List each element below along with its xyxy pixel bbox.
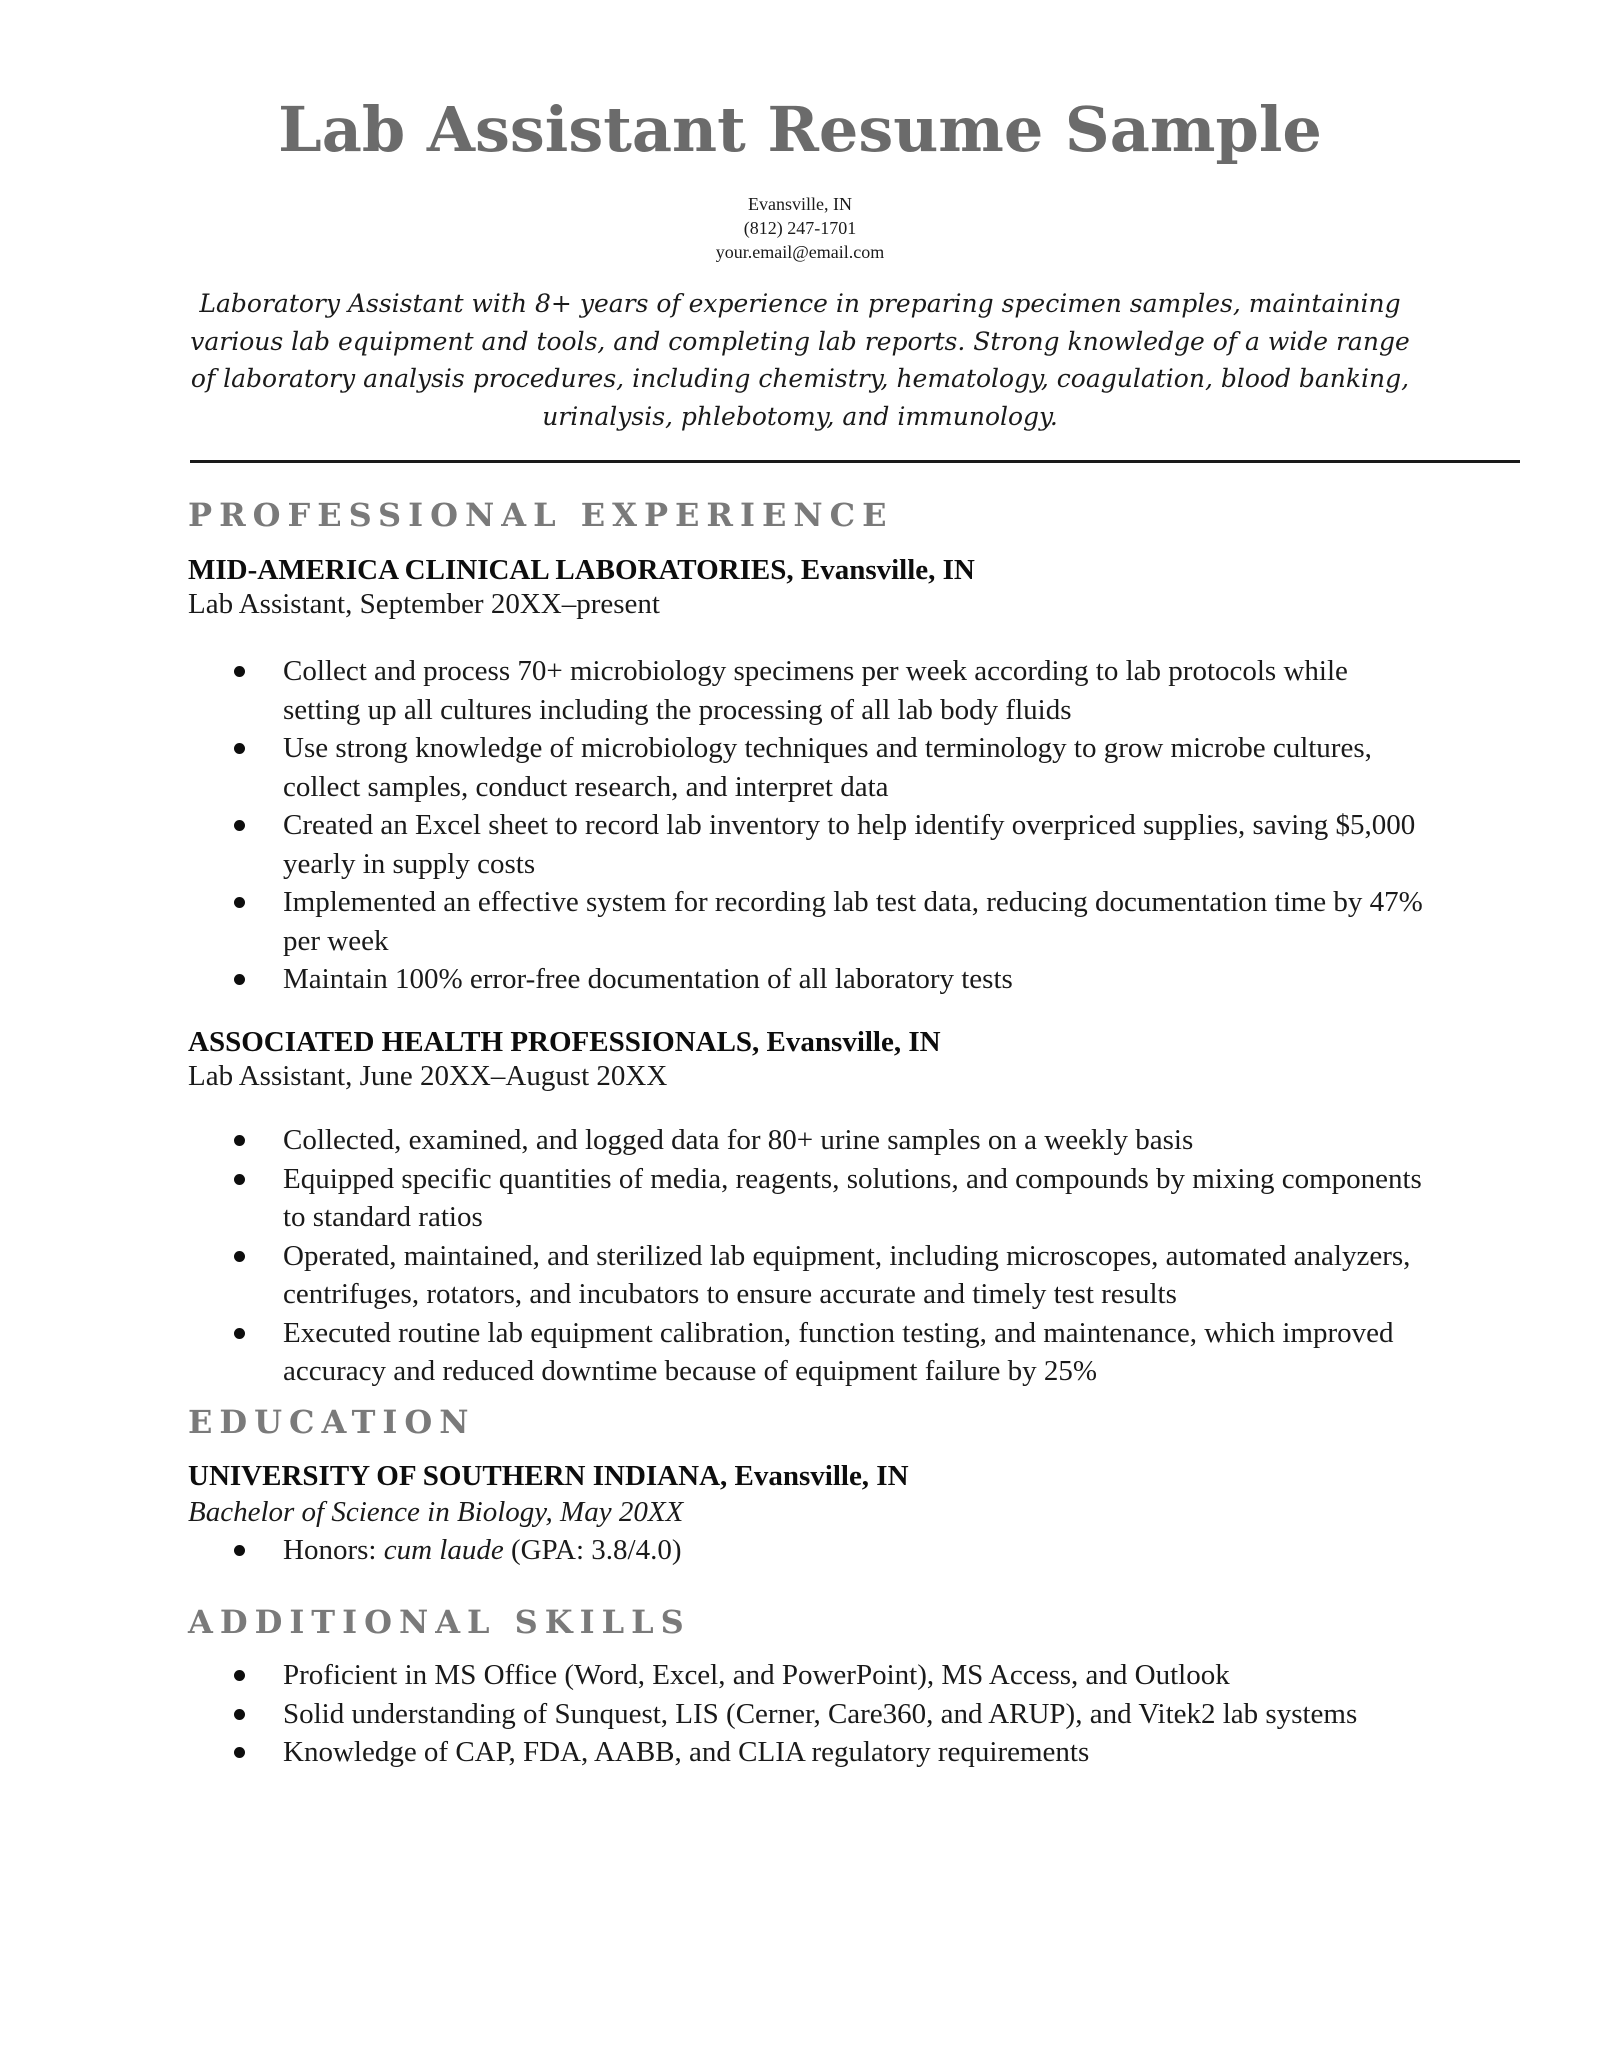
list-item (188, 1695, 1428, 1734)
school-name: UNIVERSITY OF SOUTHERN INDIANA, Evansville, IN (188, 1460, 909, 1492)
list-item (188, 1656, 1428, 1695)
list-item (188, 960, 1428, 999)
honors-prefix: Honors: (283, 1534, 384, 1566)
bullet-icon (234, 1545, 245, 1556)
bullet-text: Maintain 100% error-free documentation of all laboratory tests (283, 963, 1013, 995)
honors-gpa: (GPA: 3.8/4.0) (503, 1534, 682, 1566)
bullet-text: Implemented an effective system for recording lab test data, reducing documentation time by 47% per week (283, 886, 1423, 957)
contact-phone: (812) 247-1701 (743, 218, 857, 238)
contact-email: your.email@email.com (715, 242, 885, 262)
job-role: Lab Assistant, June 20XX–August 20XX (188, 1060, 668, 1092)
bullet-icon (234, 820, 245, 831)
bullet-text: Equipped specific quantities of media, reagents, solutions, and compounds by mixing components to standard ratios (283, 1162, 1422, 1233)
contact-block (0, 192, 1600, 264)
job-bullets (188, 1121, 1428, 1391)
bullet-text: Collect and process 70+ microbiology specimens per week according to lab protocols while setting up all cultures including the processing of all lab body fluids (283, 655, 1348, 726)
bullet-icon (234, 1328, 245, 1339)
honors-latin: cum laude (383, 1534, 504, 1566)
bullet-text: Executed routine lab equipment calibration, function testing, and maintenance, which improved accuracy and reduced downtime because of equipment failure by 25% (283, 1316, 1394, 1387)
bullet-text: Use strong knowledge of microbiology techniques and terminology to grow microbe cultures, collect samples, conduct research, and interpret data (283, 732, 1372, 803)
list-item (188, 1733, 1428, 1772)
job-org: ASSOCIATED HEALTH PROFESSIONALS, Evansville, IN (188, 1026, 941, 1058)
professional-summary: Laboratory Assistant with 8+ years of experience in preparing specimen samples, maintaining various lab equipment and tools, and completing lab reports. Strong knowledge of a wide range of laboratory analysis procedures, including chemistry, hematology, coagulation, blood banking, urinalysis, phlebotomy, and immunology. (190, 289, 1410, 431)
list-item (188, 1314, 1428, 1391)
list-item (188, 883, 1428, 960)
list-item (188, 806, 1428, 883)
bullet-text: Knowledge of CAP, FDA, AABB, and CLIA regulatory requirements (283, 1736, 1090, 1768)
bullet-text: Operated, maintained, and sterilized lab equipment, including microscopes, automated analyzers, centrifuges, rotators, and incubators to ensure accurate and timely test results (283, 1239, 1411, 1310)
section-heading-skills: ADDITIONAL SKILLS (188, 1603, 691, 1641)
bullet-icon (234, 1747, 245, 1758)
section-heading-experience: PROFESSIONAL EXPERIENCE (188, 496, 894, 534)
list-item (188, 729, 1428, 806)
bullet-icon (234, 1135, 245, 1146)
bullet-text: Proficient in MS Office (Word, Excel, and PowerPoint), MS Access, and Outlook (283, 1659, 1230, 1691)
contact-location: Evansville, IN (748, 194, 852, 214)
education-bullets (188, 1531, 1428, 1570)
list-item (188, 652, 1428, 729)
section-heading-education: EDUCATION (188, 1403, 476, 1441)
bullet-icon (234, 1709, 245, 1720)
bullet-icon (234, 897, 245, 908)
list-item (188, 1531, 1428, 1570)
degree: Bachelor of Science in Biology, May 20XX (188, 1496, 684, 1528)
bullet-text: Solid understanding of Sunquest, LIS (Cerner, Care360, and ARUP), and Vitek2 lab systems (283, 1697, 1358, 1730)
page-title: Lab Assistant Resume Sample (278, 93, 1322, 166)
job-role: Lab Assistant, September 20XX–present (188, 588, 660, 620)
header-divider (190, 460, 1520, 463)
bullet-icon (234, 1670, 245, 1681)
list-item (188, 1121, 1428, 1160)
list-item (188, 1237, 1428, 1314)
bullet-icon (234, 974, 245, 985)
skills-bullets (188, 1656, 1428, 1772)
job-bullets (188, 652, 1428, 999)
bullet-text: Collected, examined, and logged data for 80+ urine samples on a weekly basis (283, 1124, 1194, 1156)
job-org: MID-AMERICA CLINICAL LABORATORIES, Evansville, IN (188, 554, 975, 586)
bullet-icon (234, 666, 245, 677)
bullet-icon (234, 1174, 245, 1185)
bullet-icon (234, 743, 245, 754)
bullet-text: Created an Excel sheet to record lab inventory to help identify overpriced supplies, saving $5,000 yearly in supply costs (283, 809, 1416, 880)
list-item (188, 1160, 1428, 1237)
bullet-icon (234, 1251, 245, 1262)
